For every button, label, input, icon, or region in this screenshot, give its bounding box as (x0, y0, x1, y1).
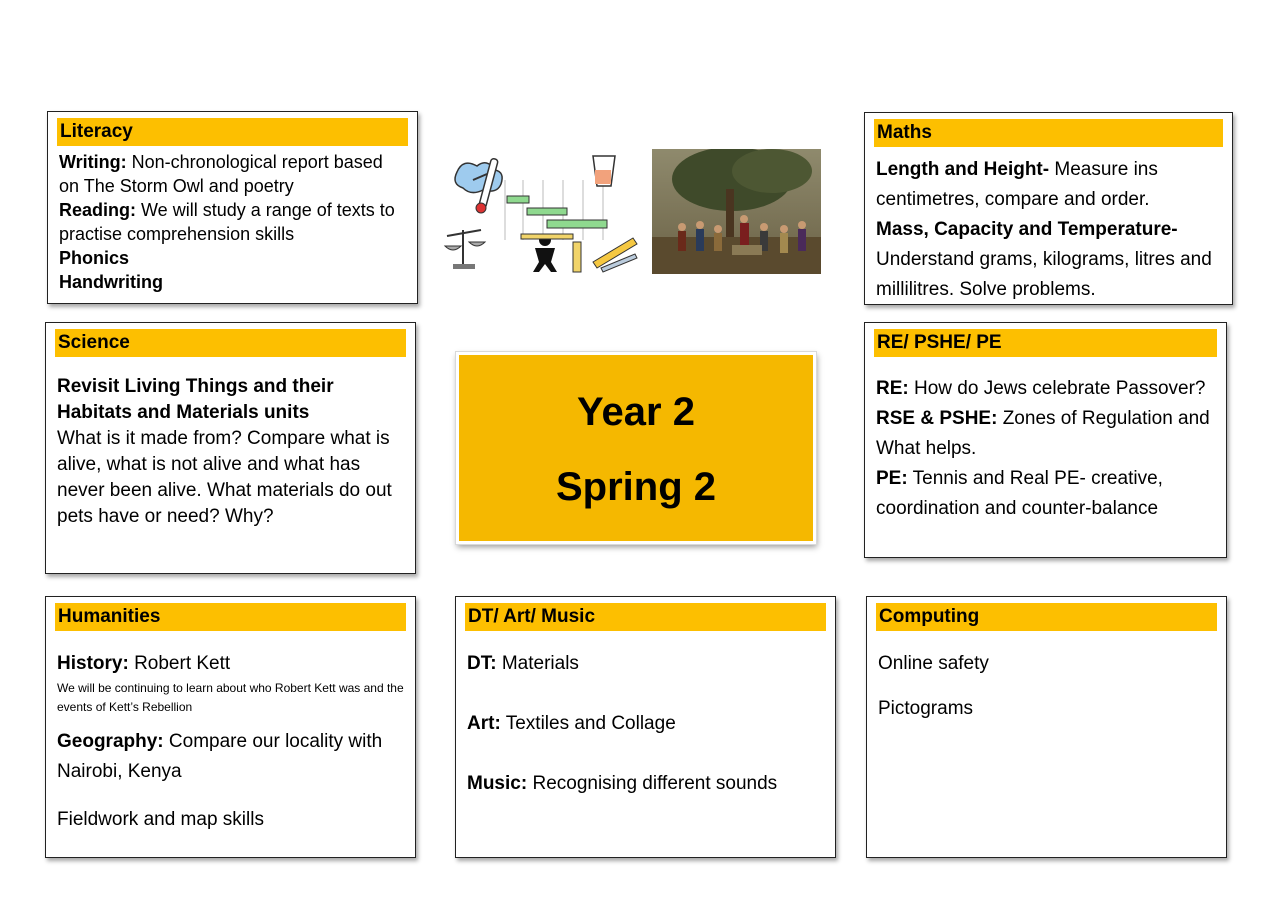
music-text: Recognising different sounds (527, 773, 778, 794)
length-label: Length and Height- (876, 159, 1050, 180)
re-text: How do Jews celebrate Passover? (908, 378, 1206, 399)
handwriting-label: Handwriting (59, 272, 163, 292)
history-text: Robert Kett (128, 653, 231, 674)
science-header: Science (55, 329, 406, 357)
humanities-header: Humanities (55, 603, 406, 631)
music-label: Music: (467, 773, 528, 794)
geography-text: Compare our locality with Nairobi, Kenya (57, 731, 383, 782)
literacy-content (59, 150, 407, 294)
geography-label: Geography: (57, 731, 164, 752)
literacy-header: Literacy (57, 118, 408, 146)
fieldwork-text: Fieldwork and map skills (57, 809, 264, 830)
history-note: We will be continuing to learn about who Robert Kett was and the events of Kett’s Rebellion (57, 681, 404, 714)
computing-item-pictograms: Pictograms (878, 698, 974, 719)
pe-label: PE: (876, 468, 908, 489)
measuring-tools-clipart (443, 150, 643, 278)
computing-header: Computing (876, 603, 1217, 631)
dt-art-music-content (467, 649, 825, 799)
literacy-panel (47, 111, 418, 304)
year-term-banner (456, 352, 816, 544)
computing-panel (866, 596, 1227, 858)
maths-content (876, 155, 1222, 305)
pe-text: Tennis and Real PE- creative, coordination and counter-balance (876, 468, 1163, 519)
kett-rebellion-painting (652, 149, 821, 274)
science-content (57, 374, 405, 530)
length-text: Measure ins centimetres, compare and order. (876, 159, 1158, 210)
history-label: History: (57, 653, 129, 674)
humanities-panel (45, 596, 416, 858)
mass-text: Understand grams, kilograms, litres and millilitres. Solve problems. (876, 249, 1212, 300)
year-label: Year 2 (577, 390, 695, 434)
dt-art-music-header: DT/ Art/ Music (465, 603, 826, 631)
writing-text: Non-chronological report based on The Storm Owl and poetry (59, 152, 383, 196)
phonics-label: Phonics (59, 248, 130, 268)
re-pshe-pe-header: RE/ PSHE/ PE (874, 329, 1217, 357)
rse-label: RSE & PSHE: (876, 408, 998, 429)
computing-item-online-safety: Online safety (878, 653, 989, 674)
science-text: What is it made from? Compare what is alive, what is not alive and what has never been alive. What materials do out pets have or need? Why? (57, 428, 392, 527)
reading-label: Reading: (59, 200, 137, 220)
writing-label: Writing: (59, 152, 127, 172)
reading-text: We will study a range of texts to practise comprehension skills (59, 200, 395, 244)
humanities-content (57, 649, 405, 835)
dt-text: Materials (496, 653, 579, 674)
re-pshe-pe-panel (864, 322, 1227, 558)
term-label: Spring 2 (555, 465, 717, 509)
rse-text: Zones of Regulation and What helps. (876, 408, 1210, 459)
maths-header: Maths (874, 119, 1223, 147)
dt-label: DT: (467, 653, 497, 674)
science-units: Revisit Living Things and their Habitats and Materials units (57, 376, 334, 423)
mass-label: Mass, Capacity and Temperature- (876, 219, 1178, 240)
dt-art-music-panel (455, 596, 836, 858)
art-text: Textiles and Collage (500, 713, 676, 734)
computing-content (878, 649, 1216, 724)
science-panel (45, 322, 416, 574)
art-label: Art: (467, 713, 501, 734)
re-label: RE: (876, 378, 909, 399)
maths-panel (864, 112, 1233, 305)
re-pshe-pe-content (876, 374, 1216, 524)
